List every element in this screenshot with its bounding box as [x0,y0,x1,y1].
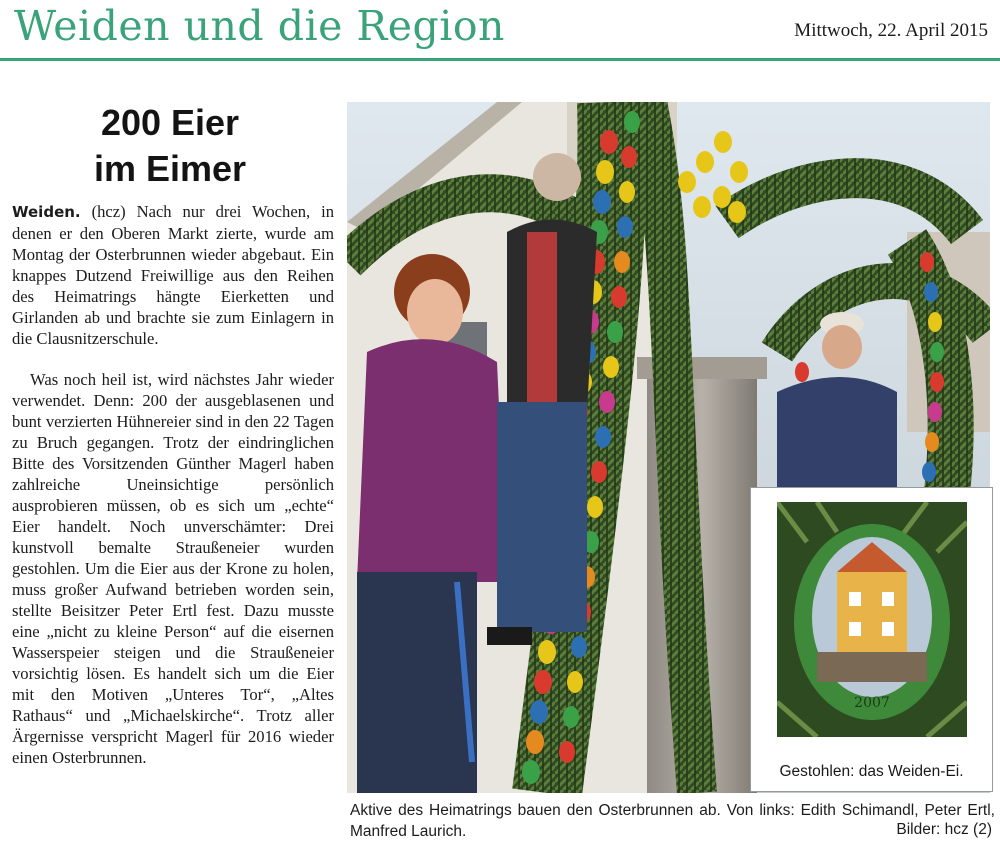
article-paragraph-1 [12,201,334,349]
dateline: Weiden. [12,203,81,221]
publication-date: Mittwoch, 22. April 2015 [794,20,988,41]
egg-year: 2007 [854,695,890,711]
photo-caption: Aktive des Heimatrings bauen den Osterbrunnen ab. Von links: Edith Schimandl, Peter Ertl, Manfred Laurich. [350,802,995,840]
article-headline [10,100,330,192]
header-rule [0,58,1000,61]
headline-line-1: 200 Eier [100,102,240,143]
inset-caption: Gestohlen: das Weiden-Ei. [779,763,964,780]
article-body [12,201,334,768]
photo-credit: Bilder: hcz (2) [896,821,992,838]
section-title: Weiden und die Region [14,2,505,50]
weiden-egg-image [777,502,967,737]
inset-photo [750,487,993,792]
headline-line-2: im Eimer [93,148,247,189]
paragraph-1-text: (hcz) Nach nur drei Wochen, in denen er den Oberen Markt zierte, wurde am Montag der Osterbrunnen wieder abgebaut. Ein knappes Dutzend Freiwillige aus den Reihen des Heimatrings hängte Eierketten und Girlanden ab und brachte sie zum Einlagern in die Clausnitzerschule. [12,202,334,348]
article-paragraph-2: Was noch heil ist, wird nächstes Jahr wieder verwendet. Denn: 200 der ausgeblasenen und bunt verzierten Hühnereier sind in den 22 Tagen zu Bruch gegangen. Trotz der eindringlichen Bitte des Vorsitzenden Günther Magerl haben zahlreiche Uneinsichtige persönlich ausprobieren müssen, ob es sich um „echte“ Eier handelt. Noch unverschämter: Drei kunstvoll bemalte Straußeneier wurden gestohlen. Um die Eier aus der Krone zu holen, muss großer Aufwand betrieben worden sein, stellte Beisitzer Peter Ertl fest. Dazu musste eine „nicht zu kleine Person“ auf die eisernen Wasserspeier steigen und die Straußeneier vorsichtig lösen. Es handelt sich um die Eier mit den Motiven „Unteres Tor“, „Altes Rathaus“ und „Michaelskirche“. Trotz aller Ärgernisse verspricht Magerl für 2016 wieder einen Osterbrunnen. [12,370,334,767]
